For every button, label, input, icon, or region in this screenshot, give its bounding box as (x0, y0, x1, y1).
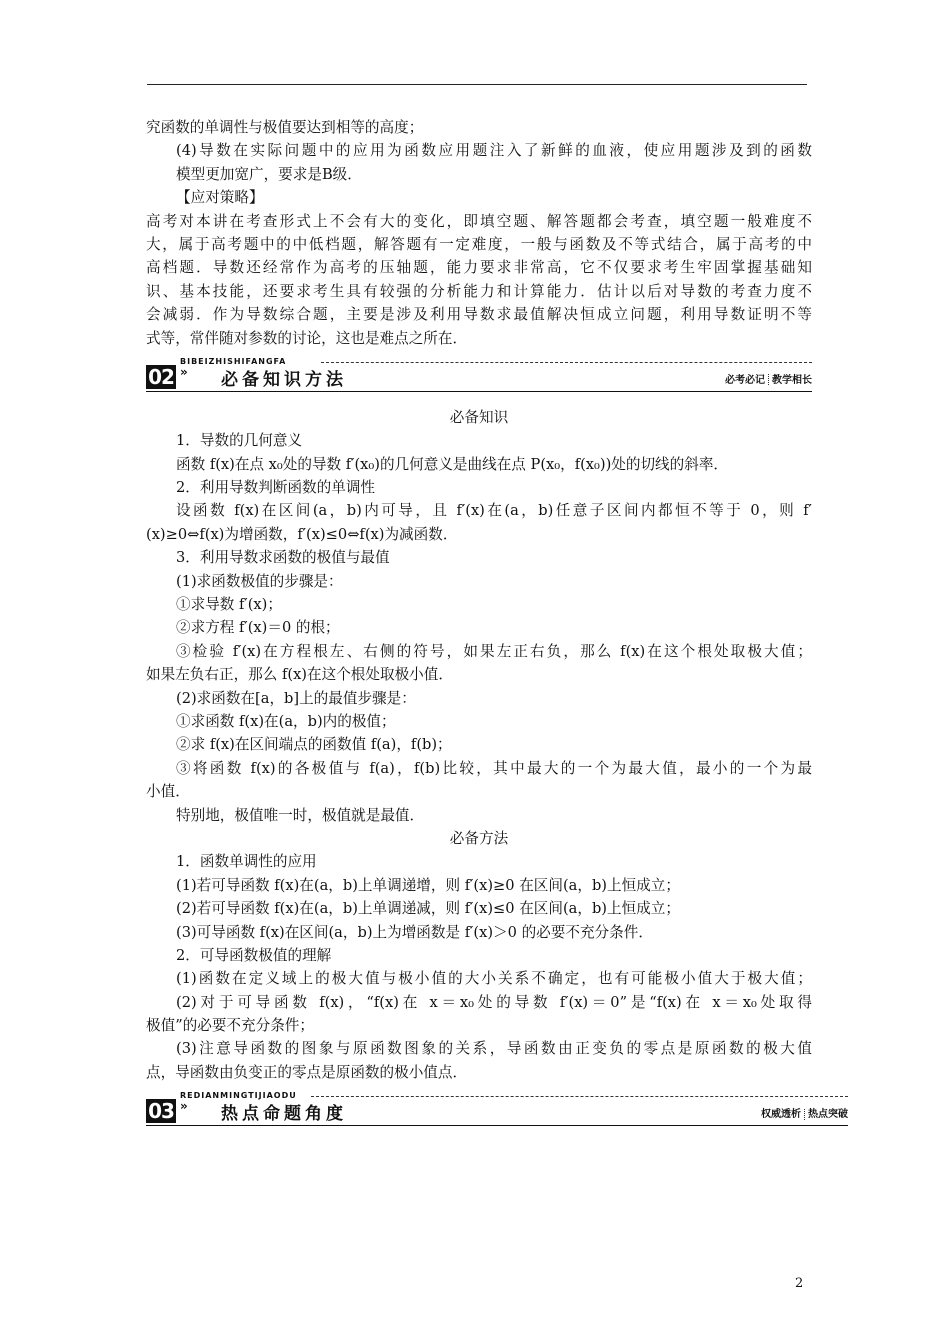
page-number: 2 (795, 1276, 804, 1291)
text-line: 识、基本技能，还要求考生具有较强的分析能力和计算能力．估计以后对导数的考查力度不 (146, 282, 812, 300)
section-tags (761, 1105, 848, 1120)
tag-divider (804, 1109, 805, 1120)
section-tag: 权威透析 (761, 1109, 801, 1121)
text-line: 2．利用导数判断函数的单调性 (176, 479, 376, 497)
text-line: 大，属于高考题中的中低档题，解答题有一定难度，一般与函数及不等式结合，属于高考的中 (146, 235, 812, 253)
text-line: (3)注意导函数的图象与原函数图象的关系，导函数由正变负的零点是原函数的极大值 (176, 1040, 812, 1058)
text-line: (1)若可导函数 f(x)在(a，b)上单调递增，则 f′(x)≥0 在区间(a，b)上恒成立； (176, 876, 680, 894)
text-line: 模型更加宽广，要求是B级． (176, 165, 362, 183)
text-line: ②求方程 f′(x)＝0 的根； (176, 619, 340, 637)
section-number-badge: 02 (146, 365, 176, 389)
text-line: (x)≥0⇔f(x)为增函数，f′(x)≤0⇔f(x)为减函数． (146, 525, 458, 543)
text-line: 特别地，极值唯一时，极值就是最值． (176, 806, 425, 824)
section-tag: 必考必记 (725, 374, 765, 386)
section-tags (725, 371, 812, 386)
text-line: (1)求函数极值的步骤是： (176, 572, 343, 590)
subheading: 必备方法 (449, 829, 509, 847)
text-line: 高档题．导数还经常作为高考的压轴题，能力要求非常高，它不仅要求考生牢固掌握基础知 (146, 259, 812, 277)
text-line: 高考对本讲在考查形式上不会有大的变化，即填空题、解答题都会考查，填空题一般难度不 (146, 212, 812, 230)
text-line: (2)求函数在[a，b]上的最值步骤是： (176, 689, 416, 707)
text-line: 1．函数单调性的应用 (176, 853, 317, 871)
subheading: 必备知识 (449, 408, 509, 426)
header-rule (147, 84, 807, 85)
text-line: 小值． (146, 783, 190, 801)
text-line: (2)对于可导函数 f(x)，“f(x)在 x＝x₀处的导数 f′(x)＝0”是“f(x)在 x＝x₀处取得 (176, 993, 812, 1011)
text-line: 点，导函数由负变正的零点是原函数的极小值点． (146, 1063, 468, 1081)
section-number-badge: 03 (146, 1099, 176, 1123)
section-header-02 (146, 357, 812, 399)
intro-paragraphs (146, 116, 812, 350)
section-base-rule (146, 391, 812, 392)
knowledge-paragraphs (146, 406, 812, 1084)
section-title: 必备知识方法 (221, 369, 347, 390)
section-header-03 (146, 1091, 848, 1133)
section-pinyin: BIBEIZHISHIFANGFA (180, 356, 287, 366)
text-line: ③检验 f′(x)在方程根左、右侧的符号，如果左正右负，那么 f(x)在这个根处取极大值； (176, 642, 812, 660)
chevron-icon: » (180, 364, 188, 379)
text-line: 1．导数的几何意义 (176, 432, 303, 450)
tag-divider (768, 374, 769, 385)
text-line: (1)函数在定义域上的极大值与极小值的大小关系不确定，也有可能极小值大于极大值； (176, 970, 812, 988)
text-line: ①求导数 f′(x)； (176, 596, 282, 614)
text-line: 会减弱．作为导数综合题，主要是涉及利用导数求最值解决恒成立问题，利用导数证明不等 (146, 306, 812, 324)
text-line: 究函数的单调性与极值要达到相等的高度； (146, 119, 424, 136)
text-line: 函数 f(x)在点 x₀处的导数 f′(x₀)的几何意义是曲线在点 P(x₀，f(x₀))处的切线的斜率． (176, 455, 729, 473)
text-line: 【应对策略】 (176, 189, 264, 207)
section-tag: 热点突破 (808, 1109, 848, 1121)
text-line: ②求 f(x)在区间端点的函数值 f(a)，f(b)； (176, 736, 452, 754)
text-line: 2．可导函数极值的理解 (176, 946, 332, 964)
page-content (146, 116, 848, 1140)
section-base-rule (146, 1125, 848, 1126)
text-line: (2)若可导函数 f(x)在(a，b)上单调递减，则 f′(x)≤0 在区间(a，b)上恒成立； (176, 900, 680, 918)
text-line: ①求函数 f(x)在(a，b)内的极值； (176, 712, 396, 730)
text-line: 极值”的必要不充分条件； (146, 1017, 314, 1035)
text-line: 设函数 f(x)在区间(a，b)内可导，且 f′(x)在(a，b)任意子区间内都恒不等于 0，则 f′ (176, 502, 812, 520)
section-dash-line (321, 362, 812, 363)
text-line: (4)导数在实际问题中的应用为函数应用题注入了新鲜的血液，使应用题涉及到的函数 (176, 142, 812, 160)
text-line: ③将函数 f(x)的各极值与 f(a)，f(b)比较，其中最大的一个为最大值，最小的一个为最 (176, 759, 812, 777)
section-pinyin: REDIANMINGTIJIAODU (180, 1091, 297, 1101)
section-dash-line (311, 1096, 848, 1097)
text-line: 3．利用导数求函数的极值与最值 (176, 549, 390, 567)
section-tag: 教学相长 (772, 374, 812, 386)
section-title: 热点命题角度 (221, 1104, 347, 1125)
chevron-icon: » (180, 1099, 188, 1114)
text-line: 如果左负右正，那么 f(x)在这个根处取极小值． (146, 666, 453, 684)
text-line: 式等，常伴随对参数的讨论，这也是难点之所在． (146, 329, 468, 347)
text-line: (3)可导函数 f(x)在区间(a，b)上为增函数是 f′(x)＞0 的必要不充分条件． (176, 923, 653, 941)
